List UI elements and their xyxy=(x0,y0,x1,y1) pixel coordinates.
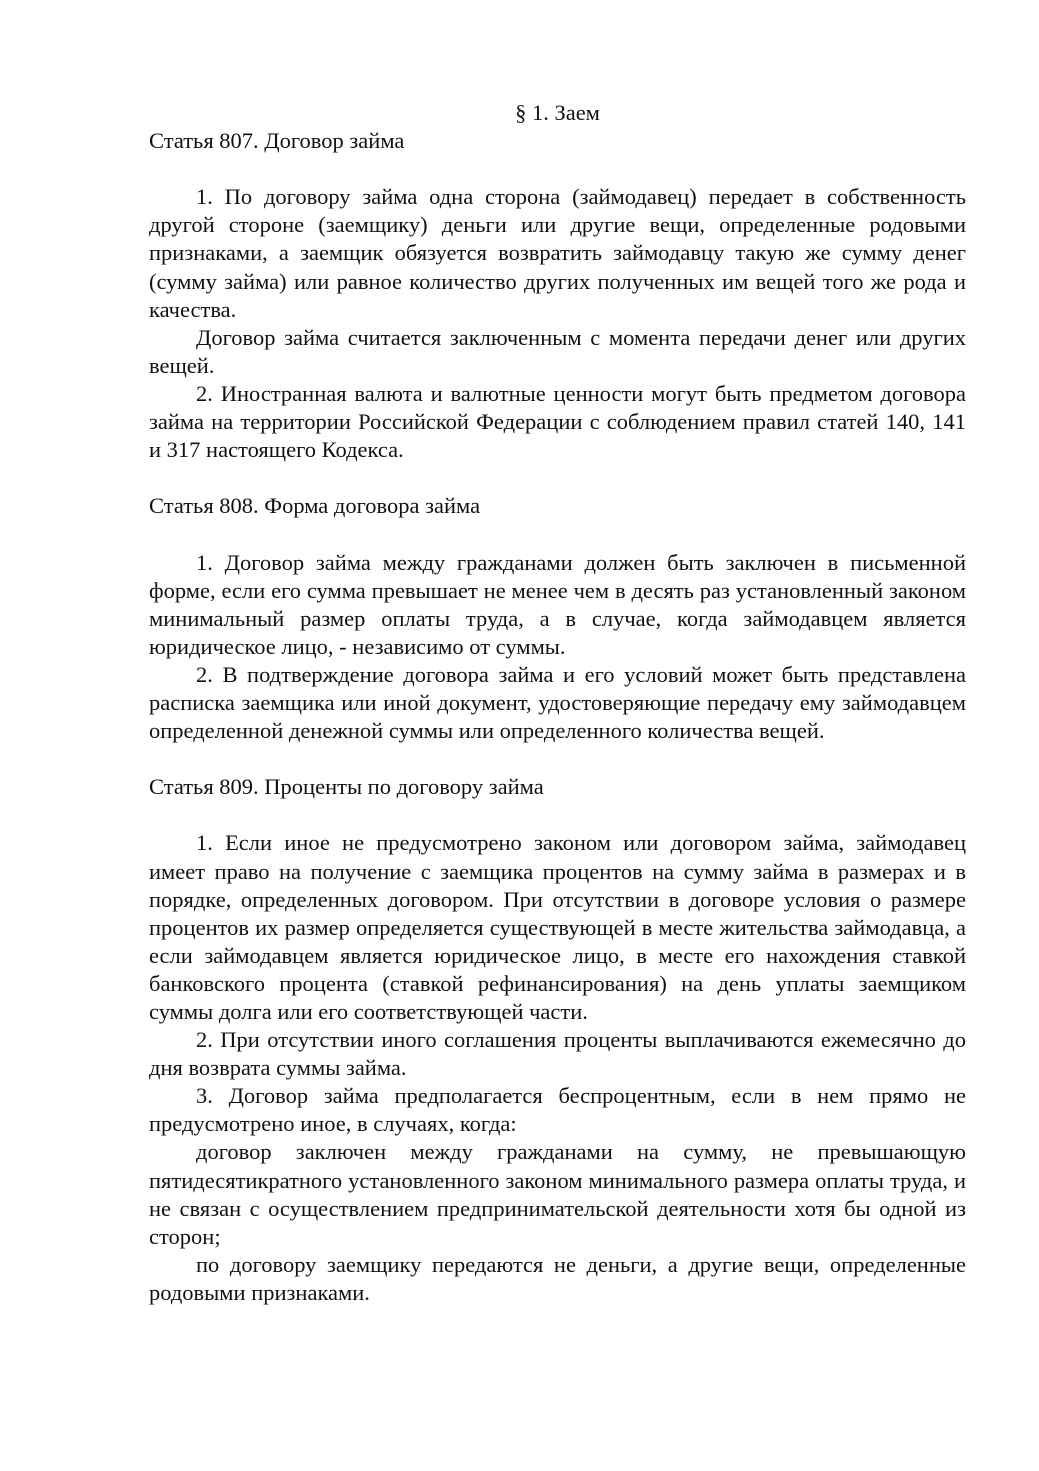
article-title: Статья 807. Договор займа xyxy=(149,128,405,154)
paragraph: Договор займа считается заключенным с момента передачи денег или других вещей. xyxy=(149,324,966,378)
paragraph: 1. Договор займа между гражданами должен быть заключен в письменной форме, если его сумма превышает не менее чем в десять раз установленный законом минимальный размер оплаты труда, а в случае, когда займодавцем является юридическое лицо, - независимо от суммы. xyxy=(149,549,966,659)
paragraph: 2. Иностранная валюта и валютные ценности могут быть предметом договора займа на территории Российской Федерации с соблюдением правил статей 140, 141 и 317 настоящего Кодекса. xyxy=(149,380,966,463)
paragraph: 2. В подтверждение договора займа и его условий может быть представлена расписка заемщика или иной документ, удостоверяющие передачу ему займодавцем определенной денежной суммы или определенного количества вещей. xyxy=(149,661,966,744)
article-808 xyxy=(149,492,966,745)
article-title: Статья 808. Форма договора займа xyxy=(149,493,481,519)
paragraph: 2. При отсутствии иного соглашения проценты выплачиваются ежемесячно до дня возврата суммы займа. xyxy=(149,1027,966,1081)
paragraph: договор заключен между гражданами на сумму, не превышающую пятидесятикратного установленного законом минимального размера оплаты труда, и не связан с осуществлением предпринимательской деятельности хотя бы одной из сторон; xyxy=(149,1139,966,1249)
paragraph: 3. Договор займа предполагается беспроцентным, если в нем прямо не предусмотрено иное, в случаях, когда: xyxy=(149,1083,966,1137)
document-page xyxy=(149,99,966,1307)
article-807 xyxy=(149,127,966,464)
spacer xyxy=(149,801,966,829)
section-title: § 1. Заем xyxy=(515,100,600,125)
spacer xyxy=(149,464,966,492)
article-title: Статья 809. Проценты по договору займа xyxy=(149,774,544,800)
spacer xyxy=(149,155,966,183)
paragraph: 1. Если иное не предусмотрено законом или договором займа, займодавец имеет право на получение с заемщика процентов на сумму займа в размерах и в порядке, определенных договором. При отсутствии в договоре условия о размере процентов их размер определяется существующей в месте жительства займодавца, а если займодавцем является юридическое лицо, в месте его нахождения ставкой банковского процента (ставкой рефинансирования) на день уплаты заемщиком суммы долга или его соответствующей части. xyxy=(149,830,966,1024)
article-809 xyxy=(149,773,966,1307)
spacer xyxy=(149,520,966,548)
paragraph: 1. По договору займа одна сторона (займодавец) передает в собственность другой стороне (заемщику) деньги или другие вещи, определенные родовыми признаками, а заемщик обязуется возвратить займодавцу такую же сумму денег (сумму займа) или равное количество других полученных им вещей того же рода и качества. xyxy=(149,184,966,322)
paragraph: по договору заемщику передаются не деньги, а другие вещи, определенные родовыми признаками. xyxy=(149,1251,966,1305)
spacer xyxy=(149,745,966,773)
